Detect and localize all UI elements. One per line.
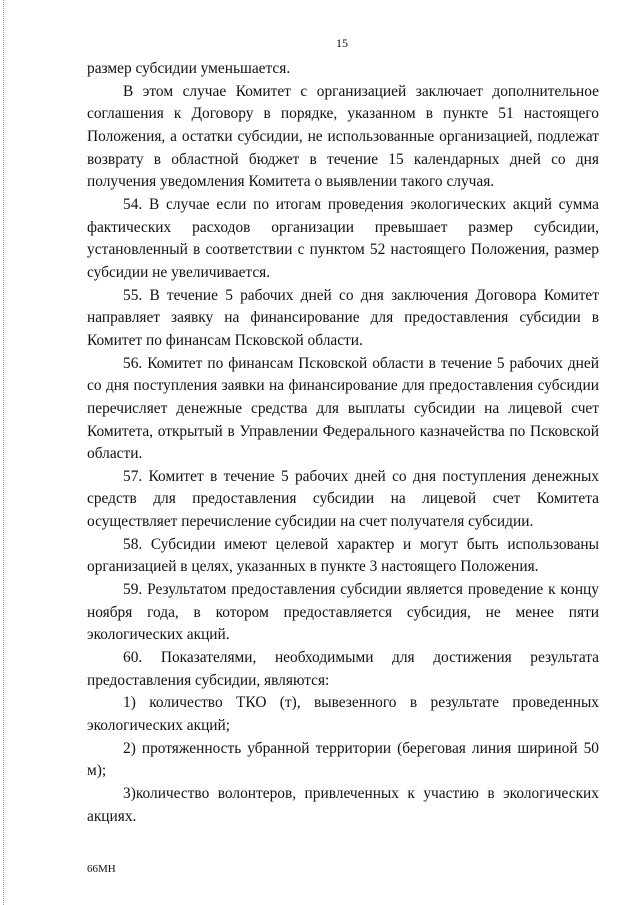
paragraph-continuation: размер субсидии уменьшается. xyxy=(87,60,291,77)
footer-document-code: 66МН xyxy=(87,863,116,875)
page-number: 15 xyxy=(336,36,348,50)
clause-59: 59. Результатом предоставления субсидии является проведение к концу ноября года, в котором предоставляется субсидия, не менее пяти экологических акций. xyxy=(87,581,599,644)
scan-edge-line xyxy=(3,0,4,905)
clause-54: 54. В случае если по итогам проведения экологических акций сумма фактических расходов организации превышает размер субсидии, установленный в соответствии с пунктом 52 настоящего Положения, размер субсидии не увеличивается. xyxy=(87,195,599,281)
clause-55: 55. В течение 5 рабочих дней со дня заключения Договора Комитет направляет заявку на финансирование для предоставления субсидии в Комитет по финансам Псковской области. xyxy=(87,286,599,349)
clause-60: 60. Показателями, необходимыми для достижения результата предоставления субсидии, являются: xyxy=(87,649,599,689)
clause-56: 56. Комитет по финансам Псковской области в течение 5 рабочих дней со дня поступления заявки на финансирование для предоставления субсидии перечисляет денежные средства для выплаты субсидии на лицевой счет Комитета, открытый в Управлении Федерального казначейства по Псковской области. xyxy=(87,354,599,463)
indicator-3: 3)количество волонтеров, привлеченных к участию в экологических акциях. xyxy=(87,785,599,825)
clause-58: 58. Субсидии имеют целевой характер и могут быть использованы организацией в целях, указанных в пункте 3 настоящего Положения. xyxy=(87,535,599,576)
clause-57: 57. Комитет в течение 5 рабочих дней со дня поступления денежных средств для предоставления субсидии на лицевой счет Комитета осуществляет перечисление субсидии на счет получателя субсидии. xyxy=(87,467,599,531)
indicator-1: 1) количество ТКО (т), вывезенного в результате проведенных экологических акций; xyxy=(87,694,599,735)
document-body xyxy=(87,58,599,828)
indicator-2: 2) протяженность убранной территории (береговая линия шириной 50 м); xyxy=(87,739,599,780)
paragraph: В этом случае Комитет с организацией заключает дополнительное соглашения к Договору в порядке, указанном в пункте 51 настоящего Положения, а остатки субсидии, не использованные организацией, подлежат возврату в областной бюджет в течение 15 календарных дней со дня получения уведомления Комитета о выявлении такого случая. xyxy=(87,82,599,191)
